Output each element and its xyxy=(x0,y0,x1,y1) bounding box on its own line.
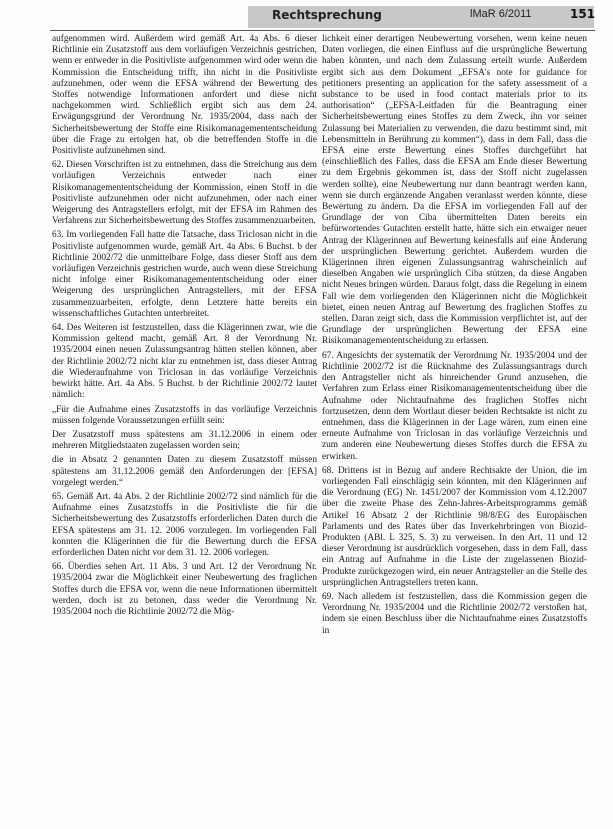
quote-paragraph: „Für die Aufnahme eines Zusatzstoffs in das vorläufige Verzeichnis müssen folgende Voraussetzungen erfüllt sein: xyxy=(52,404,317,426)
journal-issue: lMaR 6/2011 xyxy=(470,8,532,20)
quote-paragraph: Der Zusatzstoff muss spätestens am 31.12.2006 in einem oder mehreren Mitgliedstaaten zugelassen worden sein; xyxy=(52,429,317,452)
page-number: 151 xyxy=(570,7,596,21)
paragraph: 65. Gemäß Art. 4a Abs. 2 der Richtlinie 2002/72 sind nämlich für die Aufnahme eines Zusatzstoffs in die Positivliste die für die Sicherheitsbewertung des Zusatzstoffs erforderlichen Daten durch die EFSA spätestens am 31. 12. 2006 vorzulegen. Im vorliegenden Fall konnten die Klägerinnen die für die Bewertung durch die EFSA erforderlichen Daten nicht vor dem 31. 12. 2006 vorlegen. xyxy=(52,491,317,558)
header-rule xyxy=(50,30,595,31)
paragraph: 64. Des Weiteren ist festzustellen, dass die Klägerinnen zwar, wie die Kommission geltend macht, gemäß Art. 8 der Verordnung Nr. 1935/2004 einen neuen Zulassungsantrag hätten stellen können, aber der Richtlinie 2002/72 nicht klar zu entnehmen ist, dass dieser Antrag die Wiederaufnahme von Triclosan in das vorläufige Verzeichnis bewirkt hätte. Art. 4a Abs. 5 Buchst. b der Richtlinie 2002/72 lautet nämlich: xyxy=(52,323,317,401)
paragraph: 68. Drittens ist in Bezug auf andere Rechtsakte der Union, die im vorliegenden Fall einschlägig sein könnten, mit den Klägerinnen auf die Verordnung (EG) Nr. 1451/2007 der Kommission vom 4.12.2007 über die zweite Phase des Zehn-Jahres-Arbeitsprogramms gemäß Artikel 16 Absatz 2 der Richtlinie 98/8/EG des Europäischen Parlaments und des Rates über das Inverkehrbringen von Biozid-Produkten (ABl. L 325, S. 3) zu verweisen. In den Art. 11 und 12 dieser Verordnung ist ausdrücklich vorgesehen, dass in dem Fall, dass ein Antrag auf Aufnahme in die Liste der zugelassenen Biozid-Produkte zurückgezogen wird, ein neuer Antragsteller an die Stelle des ursprünglichen Antragstellers treten kann. xyxy=(322,465,587,588)
section-title: Rechtsprechung xyxy=(272,8,382,22)
paragraph: 66. Überdies sehen Art. 11 Abs. 3 und Art. 12 der Verordnung Nr. 1935/2004 zwar die Möglichkeit einer Neubewertung des fraglichen Stoffes durch die EFSA vor, wenn die neue Informationen übermittelt werden, doch ist zu betonen, dass weder die Verordnung Nr. 1935/2004 noch die Richtlinie 2002/72 die Mög- xyxy=(52,562,317,617)
paragraph: aufgenommen wird. Außerdem wird gemäß Art. 4a Abs. 6 dieser Richtlinie ein Zusatzstoff aus dem vorläufigen Verzeichnis gestrichen, wenn er entweder in die Positivliste aufgenommen wird oder wenn die Kommission die Entscheidung trifft, ihn nicht in die Positivliste aufzunehmen, oder wenn die EFSA während der Bewertung des Stoffes notwendige Informationen anfordert und diese nicht nachgekommen wird. Schließlich ergibt sich aus dem 24. Erwägungsgrund der Verordnung Nr. 1935/2004, dass nach der Sicherheitsbewertung der Stoffe eine Risikomanagemententscheidung über die Frage zu ertolgen hat, ob die betreffenden Stoffe in die Positivliste aufzunehmen sind. xyxy=(52,34,317,157)
paragraph: 69. Nach alledem ist festzustellen, dass die Kommission gegen die Verordnung Nr. 1935/2004 und die Richtlinie 2002/72 verstoßen hat, indem sie einen Beschluss über die Nichtaufnahme eines Zusatzstoffs in xyxy=(322,591,587,636)
paragraph: 62. Diesen Vorschriften ist zu entnehmen, dass die Streichung aus dem vorläufigen Verzeichnis entweder nach einer Risikomanagemententscheidung der Kommission, einen Stoff in die Positivliste aufzunehmen oder nicht aufzunehmen, oder nach einer Weigerung des Antragstellers erfolgt, mit der EFSA im Rahmen des Verfahrens zur Sicherheitsbewertung des Stoffes zusammenzuarbeiten. xyxy=(52,160,317,227)
left-column xyxy=(52,34,317,824)
quote-paragraph: die in Absatz 2 genannten Daten zu diesem Zusatzstoff müssen spätestens am 31.12.2006 gemäß den Anforderungen der [EFSA] vorgelegt werden.“ xyxy=(52,455,317,488)
right-column xyxy=(322,34,587,824)
paragraph: 63. Im vorliegenden Fall hatte die Tatsache, dass Triclosan nicht in die Positivliste aufgenommen wurde, gemäß Art. 4a Abs. 6 Buchst. b der Richtlinie 2002/72 die unmittelbare Folge, dass dieser Stoff aus dem vorläufigen Verzeichnis gestrichen wurde, auch wenn diese Streichung nicht infolge einer Risikomanagemententscheidung oder einer Weigerung des ursprünglichen Antragstellers, mit der EFSA zusammenzuarbeiten, erfolgte, denn Letztere hatte bereits ein wissenschaftliches Gutachten unterbreitet. xyxy=(52,230,317,319)
paragraph: lichkeit einer derartigen Neubewertung vorsehen, wenn keine neuen Daten vorliegen, die einen Einfluss auf die ursprüngliche Bewertung haben könnten, und nach dem Zulassung erteilt wurde. Außerdem ergibt sich aus dem Dokument „EFSA's note for guidance for petitioners presenting an application for the safety assessment of a substance to be used in food contact materials prior to its authorisation“ („EFSA-Leitfaden für die Beantragung einer Sicherheitsbewertung eines Stoffes zu dem Zweck, ihn vor seiner Zulassung bei Materialien zu verwenden, die dazu bestimmt sind, mit Lebensmitteln in Berührung zu kommen“), dass in dem Fall, dass die EFSA eine erste Bewertung eines Stoffes durchgeführt hat (einschließlich des Falles, dass die EFSA am Ende dieser Bewertung zu dem Ergebnis gekommen ist, dass der Stoff nicht zugelassen werden sollte), eine Neubewertung nur dann beantragt werden kann, wenn sie durch ergänzende Angaben veranlasst werden könnte, diese Bewertung zu ändern. Da die EFSA im vorliegenden Fall auf der Grundlage der von Ciba übermittelten Daten bereits ein befürwortendes Gutachten erstellt hatte, hätte sich ein etwaiger neuer Antrag der Klägerinnen auf Bewertung keinesfalls auf eine Änderung der ursprünglichen Bewertung gerichtet. Außerdem wurden die Klägerinnen ihren eigenen Zulassungsantrag wahrscheinlich auf dieselben Angaben wie ursprünglich Ciba stützen, da diese Angaben nicht Neues bringen würden. Daraus folgt, dass die Regelung in einem Fall wie dem vorliegenden den Klägerinnen nicht die Möglichkeit bietet, einen neuen Antrag auf Bewertung des fraglichen Stoffes zu stellen. Daran zeigt sich, dass die Kommission verpflichtet ist, auf der Grundlage der ursprünglichen Bewertung der EFSA eine Risikomanagemententscheidung zu erlassen. xyxy=(322,34,587,347)
paragraph: 67. Angesichts der systematik der Verordnung Nr. 1935/2004 und der Richtlinie 2002/72 ist die Rücknahme des Zulassungsantrags durch den Antragsteller nicht als hinreichender Grund anzusehen, die Verfahren zum Erlass einer Risikomanagemententscheidung über die Aufnahme oder Nichtaufnahme des fraglichen Stoffes nicht fortzusetzen, denn dem Wortlaut dieser beiden Rechtsakte ist nicht zu entnehmen, dass die Klägerinnen in der Lage wären, zum einen eine erneute Aufnahme von Triclosan in das vorläufige Verzeichnis und zum anderen eine Neubewertung dieses Stoffes durch die EFSA zu erwirken. xyxy=(322,350,587,462)
